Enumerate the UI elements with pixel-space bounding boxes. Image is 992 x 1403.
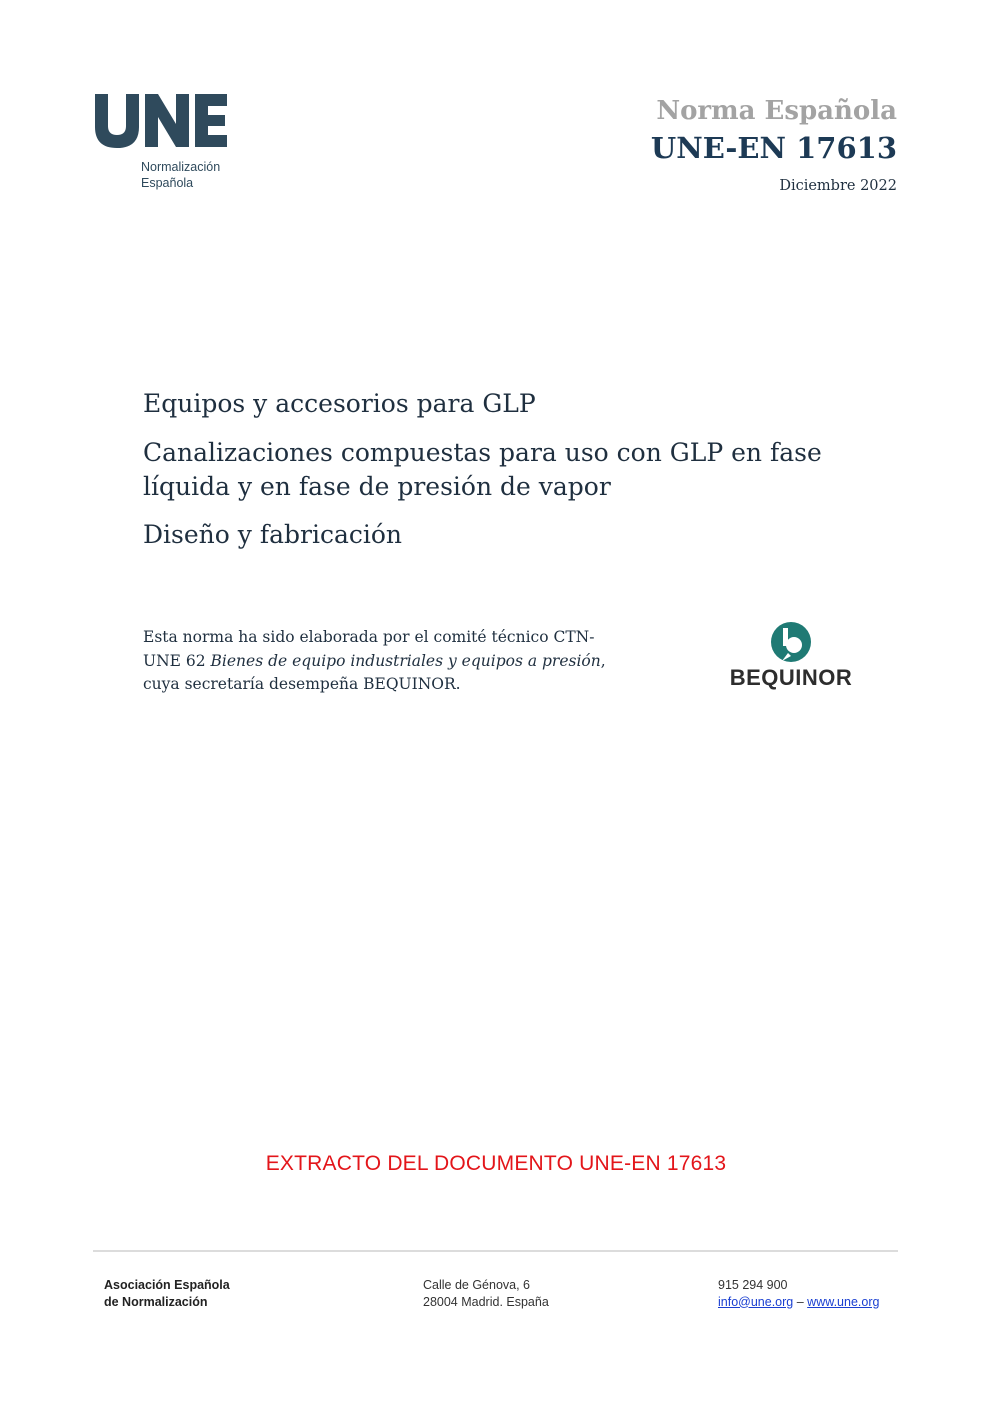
footer-address-line2: 28004 Madrid. España	[423, 1294, 549, 1309]
footer-org-line1: Asociación Española	[104, 1278, 230, 1292]
footer-links	[718, 1294, 879, 1311]
link-separator: –	[796, 1294, 804, 1309]
extract-notice: EXTRACTO DEL DOCUMENTO UNE-EN 17613	[265, 1152, 727, 1175]
footer-phone: 915 294 900	[718, 1278, 788, 1292]
committee-code: CTN-UNE 62	[143, 628, 595, 670]
footer-organization	[104, 1277, 230, 1310]
footer-contact	[718, 1277, 879, 1310]
bequinor-emblem-icon	[718, 620, 868, 668]
footer-address-line1: Calle de Génova, 6	[423, 1278, 531, 1292]
committee-statement	[143, 626, 613, 697]
website-link[interactable]: www.une.org	[807, 1294, 880, 1309]
title-line-2: Canalizaciones compuestas para uso con GLP en fase líquida y en fase de presión de vapor	[143, 438, 822, 501]
norma-code: UNE-EN 17613	[650, 131, 897, 165]
logo-subtitle-line1: Normalización	[141, 160, 221, 174]
footer-org-line2: de Normalización	[104, 1294, 208, 1309]
committee-name: Bienes de equipo industriales y equipos a presión	[210, 651, 601, 670]
footer-divider	[93, 1250, 898, 1252]
committee-intro: Esta norma ha sido elaborada por el comité técnico	[143, 628, 549, 646]
title-line-3: Diseño y fabricación	[143, 520, 402, 549]
bequinor-wordmark: BEQUINOR	[729, 665, 853, 690]
logo-subtitle-line2: Española	[141, 176, 194, 190]
email-link[interactable]: info@une.org	[718, 1294, 794, 1309]
une-logo	[93, 90, 243, 195]
bequinor-logo	[718, 620, 868, 700]
title-line-1: Equipos y accesorios para GLP	[143, 389, 536, 418]
norma-label: Norma Española	[656, 96, 897, 126]
committee-suffix: , cuya secretaría desempeña BEQUINOR.	[143, 651, 606, 693]
publication-date: Diciembre 2022	[779, 178, 897, 194]
une-logo-mark	[93, 90, 233, 150]
footer-address	[423, 1277, 549, 1310]
